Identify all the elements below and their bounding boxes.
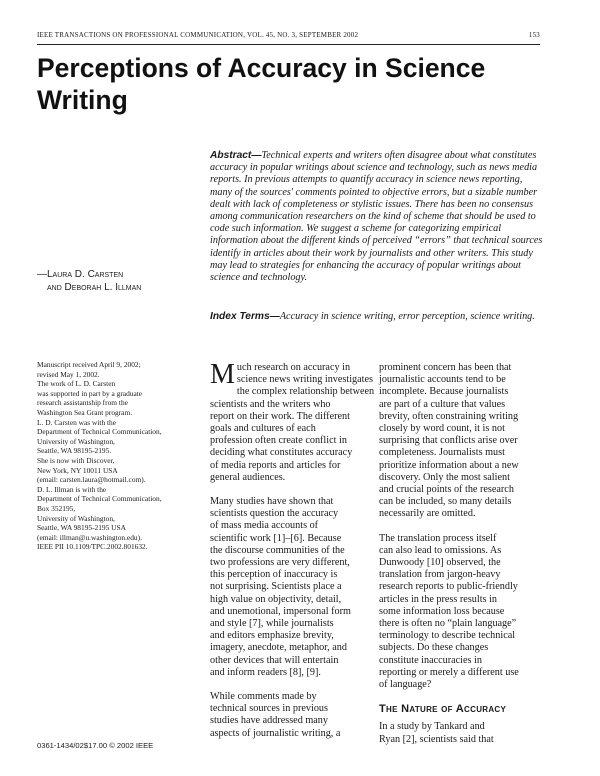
bio-line: Washington Sea Grant program. [37, 407, 133, 417]
text-line: discovery. Only the most salient [379, 471, 510, 483]
text-line: scientists and the writers who [210, 398, 331, 410]
text-line: and style [7], while journalists [210, 618, 334, 630]
text-line: closely by word count, it is not [379, 423, 505, 435]
journal-citation: IEEE TRANSACTIONS ON PROFESSIONAL COMMUNICATION, VOL. 45, NO. 3, SEPTEMBER 2002 [37, 31, 359, 39]
text-line: some information loss because [379, 605, 505, 617]
paragraph [210, 496, 370, 679]
paragraph [379, 362, 544, 521]
article-title: Perceptions of Accuracy in Science Writing [37, 53, 486, 115]
text-line: reporting or merely a different use [379, 666, 519, 678]
text-line: articles in the press results in [379, 593, 497, 605]
text-line: research reports to public-friendly [379, 581, 518, 593]
text-line: the discourse communities of the [210, 544, 345, 556]
bio-line: Seattle, WA 98195-2195 USA [37, 523, 126, 533]
bio-line: Manuscript received April 9, 2002; [37, 360, 141, 369]
body-column-2 [210, 359, 375, 752]
bio-line: New York, NY 10011 USA [37, 465, 118, 475]
text-line: of mass media accounts of [210, 520, 319, 532]
text-line: journalistic accounts tend to be [379, 374, 506, 386]
text-line: the complex relationship between [236, 386, 375, 398]
bio-line: (email: carsten.laura@hotmail.com). [37, 475, 146, 485]
text-line: Dunwoody [10] observed, the [379, 557, 501, 569]
text-line: prioritize information about a new [379, 459, 519, 471]
copyright-footer: 0361-1434/02$17.00 © 2002 IEEE [37, 741, 154, 750]
text-line: scientific work [1]–[6]. Because [210, 532, 342, 544]
text-line: of language? [379, 679, 432, 691]
abstract-label: Abstract— [210, 150, 262, 161]
body-column-3 [379, 362, 544, 758]
text-line: and inform readers [8], [9]. [210, 666, 321, 678]
paragraph [210, 691, 370, 740]
bio-line: L. D. Carsten was with the [37, 417, 117, 427]
running-header [37, 31, 540, 43]
text-line: completeness. Journalists must [379, 447, 505, 459]
text-line: there is often no “plain language” [379, 618, 517, 630]
text-line: technical sources in previous [210, 703, 328, 715]
text-line: Many studies have shown that [210, 496, 334, 508]
bio-line: was supported in part by a graduate [37, 388, 143, 398]
text-line: necessarily are omitted. [379, 508, 476, 520]
bio-line: She is now with Discover, [37, 455, 115, 465]
bio-line: research assistantship from the [37, 398, 128, 408]
bio-line: Department of Technical Communication, [37, 494, 162, 504]
bio-line: Department of Technical Communication, [37, 427, 162, 437]
text-line: can be included, so many details [379, 496, 512, 508]
text-line: high value on objectivity, detail, [210, 593, 342, 605]
page-number: 153 [528, 31, 540, 39]
bio-line: revised May 1, 2002. [37, 369, 100, 379]
text-line: The translation process itself [379, 532, 497, 544]
text-line: translation from jargon-heavy [379, 569, 501, 581]
text-line: can also lead to omissions. As [379, 544, 502, 556]
text-line: other devices that will entertain [210, 654, 339, 666]
bio-line: IEEE PII 10.1109/TPC.2002.801632. [37, 542, 148, 552]
text-line: science news writing investigates [236, 374, 373, 386]
text-line: uch research on accuracy in [236, 362, 351, 373]
text-line: imagery, anecdote, metaphor, and [210, 642, 347, 654]
text-line: general audiences. [210, 471, 286, 483]
index-terms [210, 311, 545, 323]
bio-line: Seattle, WA 98195-2195. [37, 446, 112, 456]
text-line: deciding what constitutes accuracy [210, 447, 353, 459]
text-line: are part of a culture that values [379, 398, 506, 410]
text-line: of media reports and articles for [210, 459, 341, 471]
text-line: and editors emphasize brevity, [210, 630, 334, 642]
text-line: incomplete. Because journalists [379, 386, 509, 398]
text-line: two professions are very different, [210, 557, 350, 569]
bio-line: The work of L. D. Carsten [37, 379, 116, 389]
header-rule [37, 44, 540, 45]
text-line: and crucial points of the research [379, 484, 514, 496]
text-line: brevity, often constraining writing [379, 410, 519, 422]
text-line: studies have addressed many [210, 715, 328, 727]
text-line: Ryan [2], scientists said that [379, 733, 494, 745]
author-notes [37, 360, 207, 552]
text-line: subjects. Do these changes [379, 642, 489, 654]
bio-line: University of Washington, [37, 436, 115, 446]
text-line: report on their work. The different [210, 410, 350, 422]
index-terms-label: Index Terms— [210, 311, 280, 322]
text-line: surprising that conflicts arise over [379, 435, 518, 447]
drop-cap: M [210, 359, 235, 390]
bio-line: (email: illman@u.washington.edu). [37, 532, 142, 542]
index-terms-text: Accuracy in science writing, error perception, science writing. [279, 311, 535, 322]
abstract-text: Technical experts and writers often disagree about what constitutes accuracy in popular writings about science and technology, such as news media reports. In previous attempts to quantify accuracy in science news reporting, many of the sources' comments pointed to objective errors, but a sizable number dealt with lack of completeness or stylistic issues. There has been no consensus among communication researchers on the kind of scheme that should be used to code such information. We suggest a scheme for categorizing empirical information about the different kinds of perceived “errors” that technical sources identify in articles about their work by journalists and other writers. This study may lead to strategies for enhancing the accuracy of popular writings about science and technology. [210, 150, 543, 284]
bio-line: University of Washington, [37, 513, 115, 523]
text-line: profession often create conflict in [210, 435, 347, 447]
text-line: and unemotional, impersonal form [210, 605, 351, 617]
text-line: While comments made by [210, 691, 317, 703]
paragraph [210, 359, 375, 484]
author-byline [37, 268, 141, 294]
paragraph [379, 533, 544, 692]
text-line: scientists question the accuracy [210, 508, 339, 520]
text-line: constitute inaccuracies in [379, 654, 482, 666]
text-line: goals and cultures of each [210, 423, 316, 435]
author-1: —Laura D. Carsten [37, 269, 124, 280]
text-line: aspects of journalistic writing, a [210, 727, 341, 739]
text-line: In a study by Tankard and [379, 721, 485, 733]
text-line: not surprising. Scientists place a [210, 581, 342, 593]
author-2: and Deborah L. Illman [47, 282, 142, 293]
section-heading: The Nature of Accuracy [379, 703, 507, 716]
text-line: this perception of inaccuracy is [210, 569, 338, 581]
abstract [210, 150, 545, 284]
text-line: prominent concern has been that [379, 362, 512, 373]
bio-line: D. L. Illman is with the [37, 484, 107, 494]
bio-line: Box 352195, [37, 503, 76, 513]
text-line: terminology to describe technical [379, 630, 516, 642]
paragraph [379, 721, 544, 745]
